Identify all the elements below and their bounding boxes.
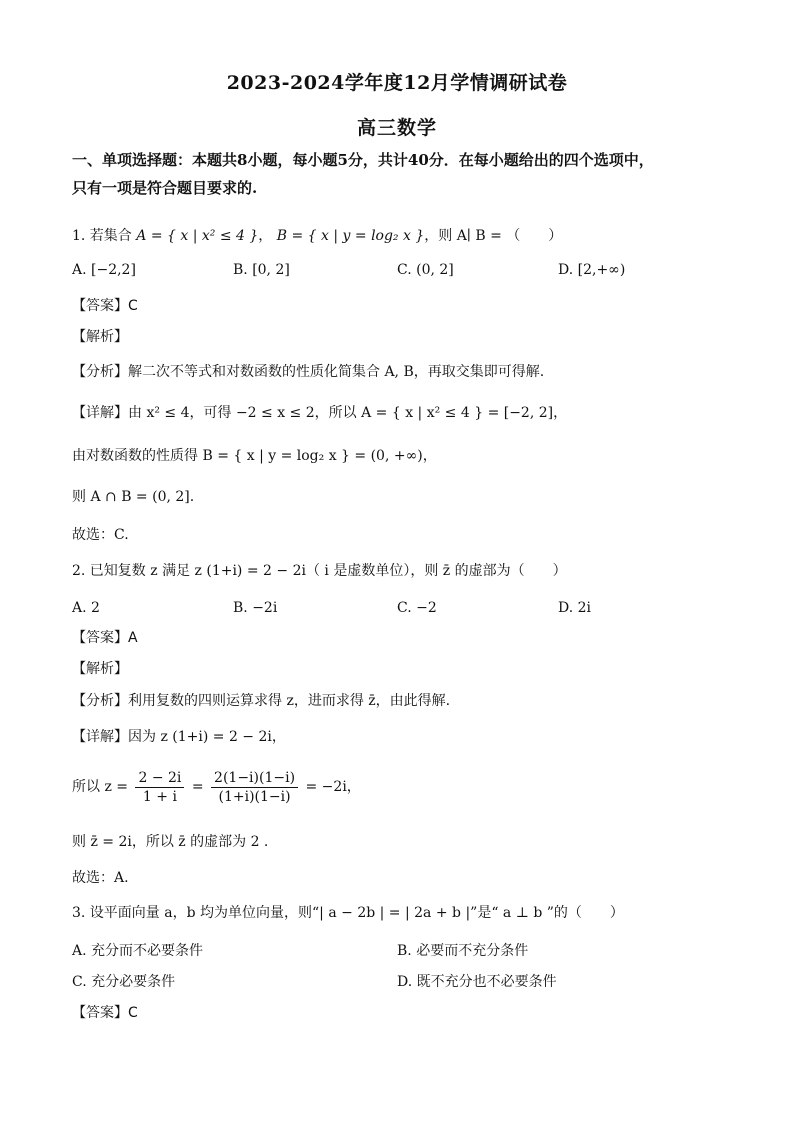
q1-option-b: B. [0, 2]	[233, 262, 290, 278]
q3-option-b: B. 必要而不充分条件	[397, 943, 529, 959]
section-heading-line2: 只有一项是符合题目要求的.	[72, 179, 258, 197]
q2-detail-3: 则 z̄ = 2i，所以 z̄ 的虚部为 2 .	[72, 834, 269, 850]
q2-option-b: B. −2i	[233, 600, 278, 616]
q3-answer: 【答案】C	[72, 1005, 138, 1021]
q2-fraction-1: $\frac{2 - 2i}{1 + i}$	[135, 769, 184, 806]
q1-detail-2: 由对数函数的性质得 B = { x | y = log₂ x } = (0, +∞)，	[72, 448, 437, 464]
q1-conclusion: 故选：C.	[72, 527, 129, 543]
q2-option-d: D. 2i	[558, 600, 592, 616]
q2-conclusion: 故选：A.	[72, 870, 129, 886]
q2-detail-1: 【详解】因为 z (1+i) = 2 − 2i，	[72, 729, 286, 745]
q1-analysis-label: 【解析】	[72, 329, 128, 345]
q3-option-c: C. 充分必要条件	[72, 974, 176, 990]
exam-subject: 高三数学	[356, 117, 437, 139]
q1-detail-1: 【详解】由 x² ≤ 4，可得 −2 ≤ x ≤ 2，所以 A = { x | x² ≤ 4 } = [−2, 2]，	[72, 405, 568, 421]
q2-detail-2: 所以 z = $\frac{2 - 2i}{1 + i}$ = $\frac{2(1-i)(1-i)}{(1+i)(1-i)}$ = −2i，	[72, 769, 361, 805]
q1-set-a: A = { x | x² ≤ 4 }	[136, 228, 259, 244]
q3-option-a: A. 充分而不必要条件	[72, 943, 204, 959]
section-heading-line1: 一、单项选择题：本题共8小题，每小题5分，共计40分．在每小题给出的四个选项中，	[72, 151, 654, 169]
exam-title: 2023-2024学年度12月学情调研试卷	[226, 72, 568, 94]
q1-detail-3: 则 A ∩ B = (0, 2].	[72, 489, 195, 505]
q3-stem: 3. 设平面向量 a，b 均为单位向量，则“| a − 2b | = | 2a + b |”是“ a ⊥ b ”的（ ）	[72, 905, 624, 921]
q1-answer: 【答案】C	[72, 298, 138, 314]
q2-option-c: C. −2	[397, 600, 437, 616]
q1-fenxi: 【分析】解二次不等式和对数函数的性质化简集合 A, B，再取交集即可得解.	[72, 364, 545, 380]
q2-stem: 2. 已知复数 z 满足 z (1+i) = 2 − 2i（ i 是虚数单位），则 z̄ 的虚部为（ ）	[72, 563, 567, 579]
q1-option-d: D. [2,+∞)	[558, 262, 626, 278]
q1-option-c: C. (0, 2]	[397, 262, 454, 278]
q1-stem: 1. 若集合 A = { x | x² ≤ 4 }， B = { x | y = log₂ x }，则 A∣ B = （ ）	[72, 228, 563, 244]
q2-analysis-label: 【解析】	[72, 661, 128, 677]
q1-option-a: A. [−2,2]	[72, 262, 136, 278]
q1-set-b: B = { x | y = log₂ x }	[276, 228, 425, 244]
q2-fenxi: 【分析】利用复数的四则运算求得 z，进而求得 z̄，由此得解.	[72, 693, 451, 709]
q2-option-a: A. 2	[72, 600, 100, 616]
q2-fraction-2: $\frac{2(1-i)(1-i)}{(1+i)(1-i)}$	[211, 769, 298, 806]
q3-option-d: D. 既不充分也不必要条件	[397, 974, 557, 990]
q2-answer: 【答案】A	[72, 630, 138, 646]
